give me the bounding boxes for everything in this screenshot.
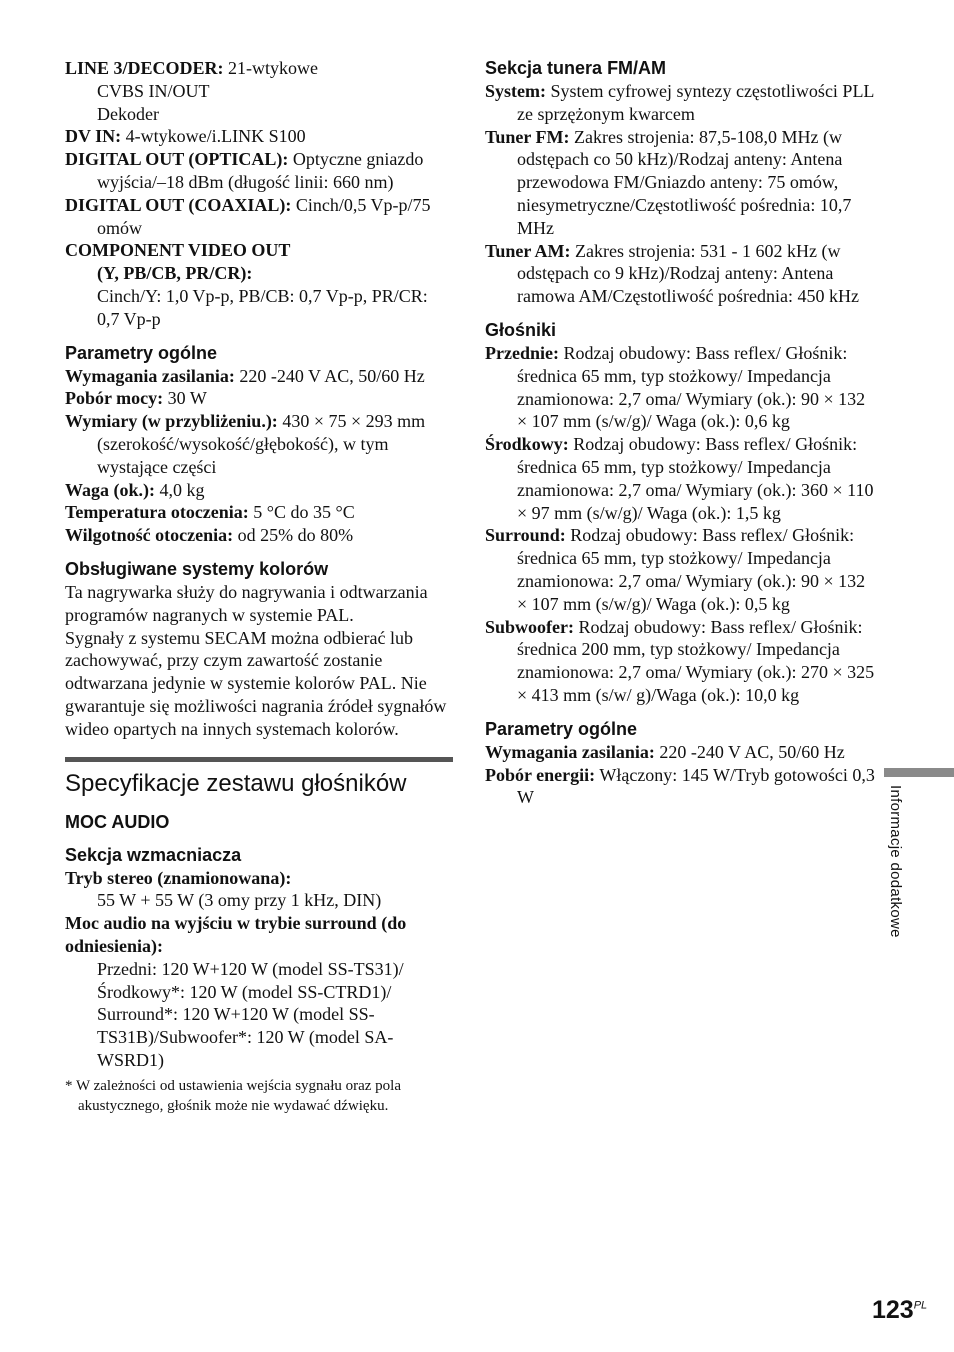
spec-coaxial: DIGITAL OUT (COAXIAL): Cinch/0,5 Vp-p/75 omów bbox=[65, 194, 431, 238]
spec-dvin: DV IN: 4-wtykowe/i.LINK S100 bbox=[65, 126, 306, 147]
spec-power-req: Wymagania zasilania: 220 -240 V AC, 50/60 Hz bbox=[65, 365, 425, 386]
spec-power-req-speakers: Wymagania zasilania: 220 -240 V AC, 50/60 Hz bbox=[485, 741, 845, 762]
section-divider bbox=[65, 757, 453, 762]
footnote: * W zależności od ustawienia wejścia sygnału oraz pola akustycznego, głośnik może nie wydawać dźwięku. bbox=[65, 1077, 401, 1114]
heading-moc-audio: MOC AUDIO bbox=[65, 811, 170, 832]
heading-general-speakers: Parametry ogólne bbox=[485, 718, 638, 739]
side-section-label: Informacje dodatkowe bbox=[887, 785, 904, 938]
spec-weight: Waga (ok.): 4,0 kg bbox=[65, 479, 205, 500]
spec-surround-output: Moc audio na wyjściu w trybie surround (do odniesienia): Przedni: 120 W+120 W (model SS-TS31)/ Środkowy*: 120 W (model SS-CTRD1)/ Surround*: 120 W+120 W (model SS-TS31B)/Subwoofer*: 120 W (model SA-WSRD1) bbox=[65, 913, 407, 1070]
heading-color-systems: Obsługiwane systemy kolorów bbox=[65, 558, 329, 579]
left-column bbox=[65, 57, 453, 1116]
spec-system: System: System cyfrowej syntezy częstotliwości PLL ze sprzężonym kwarcem bbox=[485, 81, 874, 124]
spec-tuner-fm: Tuner FM: Zakres strojenia: 87,5-108,0 MHz (w odstępach co 50 kHz)/Rodzaj anteny: Antena przewodowa FM/Gniazdo anteny: 75 omów, niesymetryczne/Częstotliwość pośrednia: 10,7 MHz bbox=[485, 126, 852, 238]
spec-surround: Surround: Rodzaj obudowy: Bass reflex/ Głośnik: średnica 65 mm, typ stożkowy/ Impedancja znamionowa: 2,7 oma/ Wymiary (ok.): 90 × 132 × 107 mm (s/w/g)/ Waga (ok.): 0,5 kg bbox=[485, 525, 866, 614]
spec-tuner-am: Tuner AM: Zakres strojenia: 531 - 1 602 kHz (w odstępach co 9 kHz)/Rodzaj anteny: Antena ramowa AM/Częstotliwość pośrednia: 450 kHz bbox=[485, 240, 859, 307]
section-title: Specyfikacje zestawu głośników bbox=[65, 769, 407, 797]
heading-speakers: Głośniki bbox=[485, 319, 557, 340]
spec-power-cons: Pobór mocy: 30 W bbox=[65, 388, 207, 409]
page-number: $123^{PL}$ bbox=[872, 1296, 928, 1324]
section-tab-marker bbox=[884, 768, 954, 777]
spec-energy: Pobór energii: Włączony: 145 W/Tryb gotowości 0,3 W bbox=[485, 764, 875, 808]
color-paragraph-2: Sygnały z systemu SECAM można odbierać lub zachowywać, przy czym zawartość zostanie odtwarzana jedynie w systemie kolorów PAL. Nie gwarantuje się możliwości nagrania źródeł sygnałów wideo opartych na innych systemach kolorów. bbox=[65, 627, 447, 739]
spec-humidity: Wilgotność otoczenia: od 25% do 80% bbox=[65, 525, 354, 546]
spec-optical: DIGITAL OUT (OPTICAL): Optyczne gniazdo wyjścia/–18 dBm (długość linii: 660 nm) bbox=[65, 149, 424, 192]
spec-component: COMPONENT VIDEO OUT (Y, PB/CB, PR/CR): Cinch/Y: 1,0 Vp-p, PB/CB: 0,7 Vp-p, PR/CR: 0,7 Vp-p bbox=[65, 240, 428, 329]
spec-center: Środkowy: Rodzaj obudowy: Bass reflex/ Głośnik: średnica 65 mm, typ stożkowy/ Impedancja znamionowa: 2,7 oma/ Wymiary (ok.): 360 × 110 × 97 mm (s/w/g)/ Waga (ok.): 1,5 kg bbox=[485, 434, 874, 523]
heading-amplifier: Sekcja wzmacniacza bbox=[65, 844, 242, 865]
page-language-suffix: PL bbox=[913, 1299, 928, 1312]
color-paragraph-1: Ta nagrywarka służy do nagrywania i odtwarzania programów nagranych w systemie PAL. bbox=[65, 581, 428, 625]
heading-tuner: Sekcja tunera FM/AM bbox=[485, 58, 667, 78]
spec-subwoofer: Subwoofer: Rodzaj obudowy: Bass reflex/ Głośnik: średnica 200 mm, typ stożkowy/ Impedancja znamionowa: 2,7 oma/ Wymiary (ok.): 270 × 325 × 413 mm (s/w/ g)/Waga (ok.): 10,0 kg bbox=[485, 616, 875, 705]
right-column bbox=[485, 57, 877, 809]
spec-line3: LINE 3/DECODER: 21-wtykowe CVBS IN/OUT Dekoder bbox=[65, 58, 319, 124]
spec-front: Przednie: Rodzaj obudowy: Bass reflex/ Głośnik: średnica 65 mm, typ stożkowy/ Impedancja znamionowa: 2,7 oma/ Wymiary (ok.): 90 × 132 × 107 mm (s/w/g)/ Waga (ok.): 0,6 kg bbox=[485, 342, 866, 432]
spec-temp: Temperatura otoczenia: 5 °C do 35 °C bbox=[65, 502, 355, 523]
spec-stereo: Tryb stereo (znamionowana): 55 W + 55 W (3 omy przy 1 kHz, DIN) bbox=[65, 867, 382, 911]
heading-general: Parametry ogólne bbox=[65, 342, 218, 363]
spec-dims: Wymiary (w przybliżeniu.): 430 × 75 × 293 mm (szerokość/wysokość/głębokość), w tym wystające części bbox=[65, 411, 426, 477]
